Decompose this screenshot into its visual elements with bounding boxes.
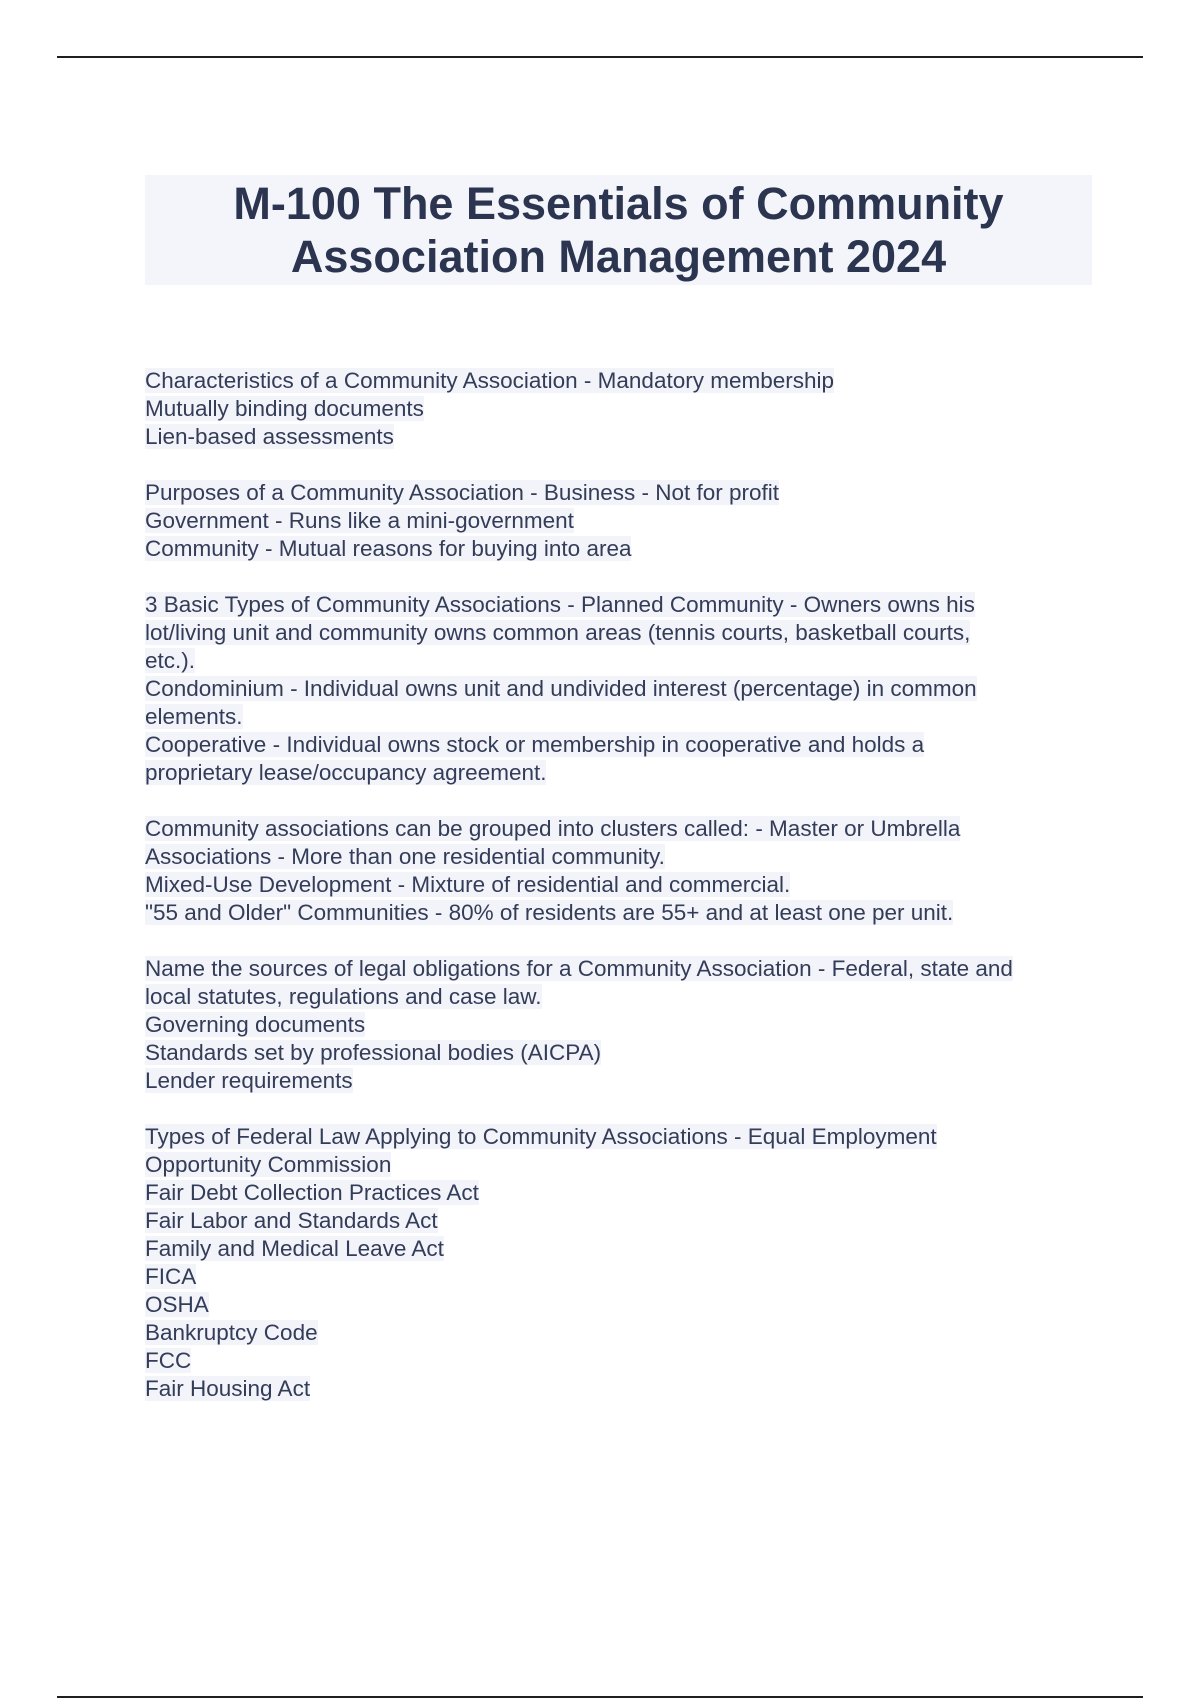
card-line: Characteristics of a Community Association - Mandatory membership [145, 368, 835, 393]
flashcard-basic-types [145, 591, 1105, 787]
card-line: Community - Mutual reasons for buying into area [145, 536, 632, 561]
flashcard-clusters [145, 815, 1105, 927]
card-line: Bankruptcy Code [145, 1320, 318, 1345]
card-line: Types of Federal Law Applying to Community Associations - Equal Employment [145, 1124, 937, 1149]
flashcard-legal-sources [145, 955, 1105, 1095]
title-line-1: M-100 The Essentials of Community [233, 178, 1004, 229]
bottom-rule [57, 1696, 1143, 1698]
card-line: Name the sources of legal obligations for a Community Association - Federal, state and [145, 956, 1013, 981]
card-line: proprietary lease/occupancy agreement. [145, 760, 547, 785]
flashcard-characteristics [145, 367, 1105, 451]
flashcard-list [145, 367, 1105, 1431]
card-line: Opportunity Commission [145, 1152, 392, 1177]
card-line: Fair Labor and Standards Act [145, 1208, 438, 1233]
card-line: 3 Basic Types of Community Associations - Planned Community - Owners owns his [145, 592, 975, 617]
card-line: Lien-based assessments [145, 424, 394, 449]
card-line: Fair Housing Act [145, 1376, 311, 1401]
card-line: lot/living unit and community owns common areas (tennis courts, basketball courts, [145, 620, 971, 645]
card-line: "55 and Older" Communities - 80% of residents are 55+ and at least one per unit. [145, 900, 954, 925]
card-line: FCC [145, 1348, 192, 1373]
title-line-2: Association Management 2024 [290, 231, 947, 282]
card-line: Fair Debt Collection Practices Act [145, 1180, 479, 1205]
card-line: local statutes, regulations and case law. [145, 984, 542, 1009]
document-title [145, 175, 1092, 285]
card-line: Mixed-Use Development - Mixture of residential and commercial. [145, 872, 791, 897]
card-line: Lender requirements [145, 1068, 353, 1093]
card-line: OSHA [145, 1292, 209, 1317]
card-line: Governing documents [145, 1012, 366, 1037]
card-line: Purposes of a Community Association - Business - Not for profit [145, 480, 780, 505]
card-line: Standards set by professional bodies (AICPA) [145, 1040, 602, 1065]
top-rule [57, 56, 1143, 58]
card-line: Associations - More than one residential community. [145, 844, 665, 869]
card-line: Community associations can be grouped into clusters called: - Master or Umbrella [145, 816, 961, 841]
card-line: Family and Medical Leave Act [145, 1236, 444, 1261]
card-line: Cooperative - Individual owns stock or membership in cooperative and holds a [145, 732, 925, 757]
card-line: Government - Runs like a mini-government [145, 508, 574, 533]
flashcard-federal-law [145, 1123, 1105, 1403]
card-line: Condominium - Individual owns unit and undivided interest (percentage) in common [145, 676, 977, 701]
card-line: etc.). [145, 648, 196, 673]
card-line: Mutually binding documents [145, 396, 424, 421]
card-line: elements. [145, 704, 243, 729]
flashcard-purposes [145, 479, 1105, 563]
card-line: FICA [145, 1264, 197, 1289]
